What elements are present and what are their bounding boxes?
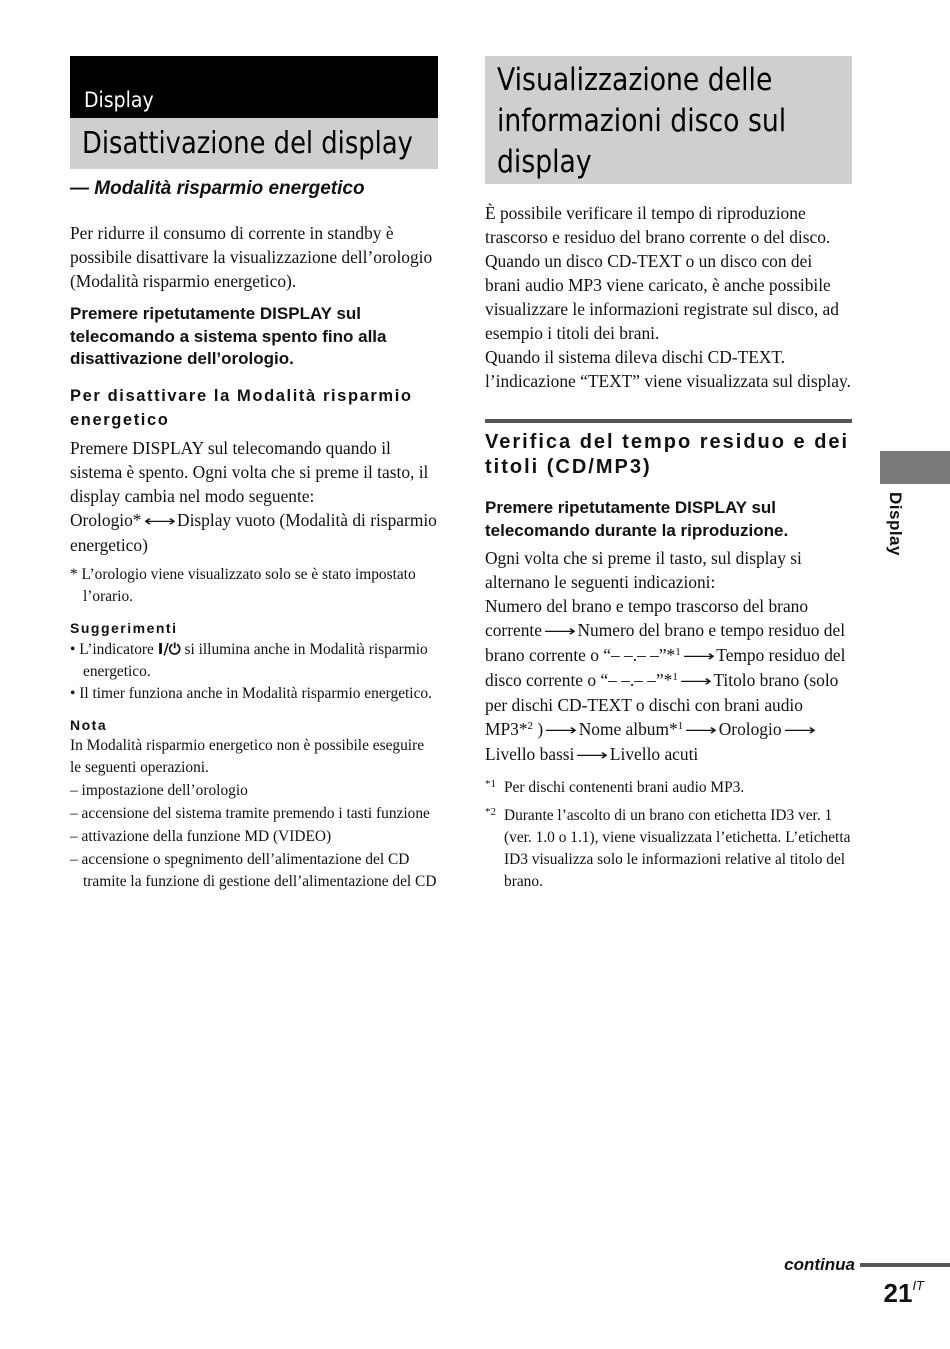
double-arrow-icon: ⟷ <box>143 511 176 530</box>
arrow-icon: ⟶ <box>543 622 576 640</box>
left-subtitle: — Modalità risparmio energetico <box>70 178 365 199</box>
note-item: – attivazione della funzione MD (VIDEO) <box>70 827 332 845</box>
right-para-3: Quando il sistema dileva dischi CD-TEXT. l’indicazione “TEXT” viene visualizzata sul display. <box>485 347 851 391</box>
side-tab-label: Display <box>886 492 905 556</box>
right-title-box <box>485 56 852 184</box>
right-subheading: Verifica del tempo residuo e dei titoli (CD/MP3) <box>485 431 850 478</box>
sup-1: 1 <box>677 720 684 732</box>
note-item: – impostazione dell’orologio <box>70 781 248 799</box>
section-rule <box>485 419 852 423</box>
left-column <box>70 56 438 893</box>
arrow-icon: ⟶ <box>544 721 578 739</box>
page-number-suffix: IT <box>912 1278 924 1293</box>
seq-8: Livello acuti <box>609 744 699 764</box>
tip-1-pre: • L’indicatore <box>70 640 158 658</box>
sup-2: 2 <box>527 720 534 732</box>
right-instruction: Premere ripetutamente DISPLAY sul telecomando durante la riproduzione. <box>485 498 789 540</box>
seq-7: Livello bassi <box>485 744 575 764</box>
note-item: – accensione del sistema tramite premendo i tasti funzione <box>70 804 430 822</box>
seq-4: Titolo brano (solo per dischi CD-TEXT o dischi con brani audio MP3* <box>485 670 839 739</box>
right-column <box>485 56 852 893</box>
sup-1: 1 <box>675 646 681 658</box>
arrow-icon: ⟶ <box>682 647 715 665</box>
note-body: In Modalità risparmio energetico non è possibile eseguire le seguenti operazioni. <box>70 736 425 776</box>
right-title-line: informazioni disco sul <box>497 103 787 139</box>
footnote-2-text: Durante l’ascolto di un brano con etichetta ID3 ver. 1 (ver. 1.0 o 1.1), viene visualizzata l’etichetta. L’etichetta ID3 visualizza solo le informazioni relative al titolo del brano. <box>504 807 851 890</box>
left-intro: Per ridurre il consumo di corrente in standby è possibile disattivare la visualizzazione dell’orologio (Modalità risparmio energetico). <box>70 223 433 291</box>
left-subheading: Per disattivare la Modalità risparmio energetico <box>70 386 413 429</box>
left-instruction: Premere ripetutamente DISPLAY sul telecomando a sistema spento fino alla disattivazione dell’orologio. <box>70 304 387 368</box>
power-icon: I/⏻ <box>157 639 181 658</box>
left-title: Disattivazione del display <box>82 126 413 161</box>
right-para-2: Quando un disco CD-TEXT o un disco con dei brani audio MP3 viene caricato, è anche possibile visualizzare le informazioni registrate sul disco, ad esempio i titoli dei brani. <box>485 251 839 343</box>
seq-6: Orologio <box>718 719 782 739</box>
asterisk-note: * L’orologio viene visualizzato solo se è stato impostato l’orario. <box>70 565 416 605</box>
sup-1: 1 <box>672 671 678 683</box>
footnote-1 <box>485 777 852 799</box>
seq-2: Numero del brano e tempo residuo del brano corrente o “– –.– –”* <box>485 620 846 665</box>
arrow-icon: ⟶ <box>679 672 712 690</box>
left-sub-body <box>70 436 438 557</box>
cycle-intro: Ogni volta che si preme il tasto, sul display si alternano le seguenti indicazioni: <box>485 548 802 592</box>
footnote-2 <box>485 805 852 893</box>
page-number-value: 21 <box>883 1278 913 1308</box>
section-label: Display <box>84 88 154 112</box>
note-heading: Nota <box>70 716 108 733</box>
side-tab-marker <box>880 451 950 484</box>
tip-2: • Il timer funziona anche in Modalità risparmio energetico. <box>70 684 432 702</box>
tips-heading: Suggerimenti <box>70 619 178 636</box>
seq-1: Numero del brano e tempo trascorso del brano corrente <box>485 596 809 640</box>
right-cycle <box>485 546 852 767</box>
left-title-box <box>70 118 438 169</box>
cycle-a: Orologio* <box>70 509 142 530</box>
right-title-line: Visualizzazione delle <box>497 62 773 98</box>
footnote-1-mark: *1 <box>485 778 496 790</box>
tip-1-post: si illumina anche in Modalità risparmio energetico. <box>83 640 428 680</box>
arrow-icon: ⟶ <box>684 721 718 739</box>
right-para-1: È possibile verificare il tempo di riproduzione trascorso e residuo del brano corrente o del disco. <box>485 203 831 247</box>
cycle-b: Display vuoto (Modalità di risparmio energetico) <box>70 509 437 555</box>
continue-marker <box>750 1255 950 1275</box>
continue-label: continua <box>784 1255 855 1274</box>
section-header-bar <box>70 56 438 118</box>
side-tab-label-box <box>885 492 921 582</box>
footnote-1-text: Per dischi contenenti brani audio MP3. <box>504 779 745 796</box>
page-number <box>884 1278 924 1309</box>
note-item: – accensione o spegnimento dell’alimentazione del CD tramite la funzione di gestione dell’alimentazione del CD <box>70 850 437 890</box>
seq-3: Tempo residuo del disco corrente o “– –.– –”* <box>485 645 846 690</box>
right-title-line: display <box>497 144 592 180</box>
seq-4-close: ) <box>533 719 544 739</box>
arrow-icon: ⟶ <box>575 746 609 764</box>
tip-1 <box>70 638 438 683</box>
left-sub-body-text: Premere DISPLAY sul telecomando quando il sistema è spento. Ogni volta che si preme il tasto, il display cambia nel modo seguente: <box>70 437 429 506</box>
footnote-2-mark: *2 <box>485 806 496 818</box>
arrow-icon: ⟶ <box>783 721 816 739</box>
continue-line <box>860 1263 950 1267</box>
seq-5: Nome album* <box>578 719 678 739</box>
